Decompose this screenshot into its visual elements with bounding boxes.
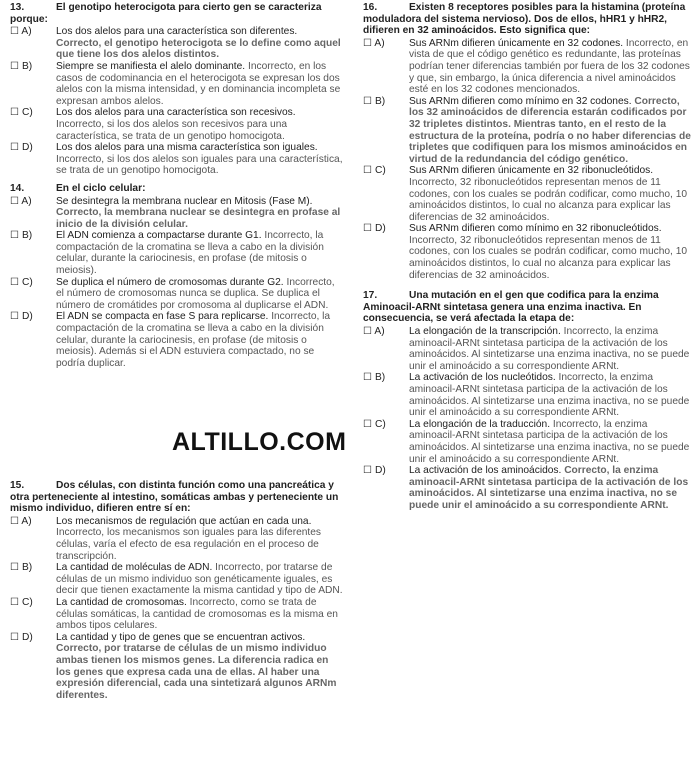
option-body [409,419,693,465]
incorrect-explanation: Incorrecto, la enzima aminoacil-ARNt sintetasa participa de la activación de los aminoácidos. Al sintetizarse una enzima inactiva, no se puede unir el aminoácido a su correspondiente ARNt. [409,372,690,419]
answer-option[interactable] [363,465,693,511]
option-text: Sus ARNm difieren únicamente en 32 codones. [409,37,624,49]
question-text: Existen 8 receptores posibles para la histamina (proteína moduladora del sistema nervioso). Dos de ellos, hHR1 y hHR2, difieren en 32 aminoácidos. Esto significa que: [363,2,686,37]
option-text: La elongación de la transcripción. [409,326,561,338]
incorrect-explanation: Incorrecto, en vista de que el código genético es redundante, las proteínas podrían tener diferencias también por fuera de los 32 codones y que, sin embargo, la única diferencia a nivel aminoácidos esté en los 32 codones mencionados. [409,37,690,96]
incorrect-explanation: Incorrecto, la enzima aminoacil-ARNt sintetasa participa de la activación de los aminoácidos. Al sintetizarse una enzima inactiva, no se puede unir el aminoácido a su correspondiente ARNt. [409,326,690,372]
option-body [56,26,344,61]
option-body [56,230,344,276]
answer-option[interactable] [363,38,693,96]
correct-explanation: Correcto, la membrana nuclear se desintegra en profase al inicio de la división celular. [56,207,341,230]
answer-option[interactable] [10,142,344,177]
question-15 [10,480,344,701]
option-text: El ADN se compacta en fase S para replicarse. [56,311,269,323]
answer-option[interactable] [363,165,693,223]
answer-option[interactable] [363,223,693,281]
answer-option[interactable] [10,562,344,597]
option-body [409,372,693,418]
question-16 [363,2,693,281]
option-body [409,326,693,372]
option-checkbox-label[interactable]: ☐ A) [10,26,32,38]
option-checkbox-label[interactable]: ☐ A) [10,515,32,527]
question-heading [363,290,693,325]
option-body [409,165,693,223]
option-checkbox-label[interactable]: ☐ A) [363,326,385,338]
answer-option[interactable] [10,311,344,369]
option-checkbox-label[interactable]: ☐ D) [10,311,33,323]
option-checkbox-label[interactable]: ☐ C) [10,107,33,119]
option-body [56,597,344,632]
option-checkbox-label[interactable]: ☐ D) [10,142,33,154]
option-body [409,465,693,511]
option-checkbox-label[interactable]: ☐ B) [10,60,33,72]
option-text: La cantidad de moléculas de ADN. [56,562,213,574]
question-number: 13. [10,2,25,13]
option-checkbox-label[interactable]: ☐ C) [363,418,386,430]
option-body [56,632,344,702]
question-heading [363,2,693,37]
question-number: 15. [10,480,25,491]
question-text: Dos células, con distinta función como una pancreática y otra perteneciente al intestino, somáticas ambas y perteneciente un mismo individuo, difieren entre sí en: [10,480,339,515]
answer-option[interactable] [10,107,344,142]
answer-option[interactable] [10,277,344,312]
option-text: Sus ARNm difieren como mínimo en 32 codones. [409,95,632,107]
question-text: Una mutación en el gen que codifica para la enzima Aminoacil-ARNt sintetasa genera una enzima inactiva. En consecuencia, se verá afectada la etapa de: [363,290,659,325]
question-14 [10,183,344,370]
option-text: La cantidad de cromosomas. [56,596,187,608]
option-checkbox-label[interactable]: ☐ C) [363,165,386,177]
option-text: Sus ARNm difieren como mínimo en 32 ribonucleótidos. [409,223,662,235]
option-body [56,196,344,231]
left-column-bottom [10,480,344,701]
option-body [56,107,344,142]
option-text: Se desintegra la membrana nuclear en Mitosis (Fase M). [56,195,313,207]
incorrect-explanation: Incorrecto, 32 ribonucleótidos representan menos de 11 codones, con los cuales se podrán codificar, como mucho, 10 aminoácidos distintos, lo cual no alcanza para explicar las diferencias de 32 aminoácidos. [409,234,688,281]
watermark: ALTILLO.COM [172,428,347,456]
option-body [56,562,344,597]
incorrect-explanation: Incorrecto, la compactación de la cromatina se lleva a cabo en la división celular, durante la cariocinesis, en profase (de mitosis o meiosis). [56,230,324,277]
option-checkbox-label[interactable]: ☐ C) [10,276,33,288]
option-body [56,277,344,312]
incorrect-explanation: Incorrecto, 32 ribonucleótidos representan menos de 11 codones, con los cuales se podrán codificar, como mucho, 10 aminoácidos distintos, lo cual no alcanza para explicar las diferencias de 32 aminoácidos. [409,176,688,223]
option-text: Se duplica el número de cromosomas durante G2. [56,276,284,288]
answer-option[interactable] [363,96,693,166]
answer-option[interactable] [10,61,344,107]
correct-explanation: Correcto, por tratarse de células de un mismo individuo ambas tienen los mismos genes. La diferencia radica en los genes que expresa cada una de ellas. Al haber una expresión diferencial, cada una sintetizará algunos ARNm diferentes. [56,643,337,701]
option-text: La activación de los nucleótidos. [409,372,556,384]
answer-option[interactable] [10,26,344,61]
option-body [409,38,693,96]
answer-option[interactable] [10,597,344,632]
question-number: 14. [10,182,25,194]
correct-explanation: Correcto, los 32 aminoácidos de diferencia estarán codificados por 32 tripletes distintos. Mientras tanto, en el resto de la estructura de la proteína, podría o no haber diferencias de tripletes que codifiquen para los mismos aminoácidos en virtud de la redundancia del código genético. [409,95,691,165]
question-text: El genotipo heterocigota para cierto gen se caracteriza porque: [10,2,322,25]
incorrect-explanation: Incorrecto, en los casos de codominancia en el heterocigota se expresan los dos alelos con la misma intensidad, y en dominancia incompleta se expresan ambos alelos. [56,60,341,107]
incorrect-explanation: Incorrecto, el número de cromosomas nunca se duplica. Se duplica el número de cromátides por cromosoma al duplicarse el ADN. [56,276,335,311]
answer-option[interactable] [10,196,344,231]
incorrect-explanation: Incorrecto, por tratarse de células de un mismo individuo son genéticamente iguales, es decir que tienen exactamente la misma cantidad y tipo de ADN. [56,562,343,597]
option-body [409,223,693,281]
left-column [10,2,344,369]
answer-option[interactable] [10,230,344,276]
option-text: Los dos alelos para una misma característica son iguales. [56,142,318,154]
answer-option[interactable] [363,326,693,372]
option-checkbox-label[interactable]: ☐ D) [10,631,33,643]
option-checkbox-label[interactable]: ☐ B) [363,372,386,384]
option-checkbox-label[interactable]: ☐ B) [363,95,386,107]
incorrect-explanation: Incorrecto, la enzima aminoacil-ARNt sintetasa participa de la activación de los aminoácidos. Al sintetizarse una enzima inactiva, no se puede unir el aminoácido a su correspondiente ARNt. [409,418,690,465]
incorrect-explanation: Incorrecto, como se trata de células somáticas, la cantidad de cromosomas es la misma en ambos tipos celulares. [56,596,338,632]
option-text: La elongación de la traducción. [409,418,551,430]
right-column [363,2,693,512]
answer-option[interactable] [10,516,344,562]
option-checkbox-label[interactable]: ☐ A) [10,195,32,207]
question-text: En el ciclo celular: [56,182,146,194]
option-body [56,311,344,369]
question-heading [10,183,344,195]
option-text: La activación de los aminoácidos. [409,465,562,477]
question-17 [363,290,693,511]
option-body [56,516,344,562]
correct-explanation: Correcto, la enzima aminoacil-ARNt sintetasa participa de la activación de los aminoácidos. Al sintetizarse una enzima inactiva, no se puede unir el aminoácido a su correspondiente ARNt. [409,465,689,511]
incorrect-explanation: Incorrecto, los mecanismos son iguales para las diferentes células, varía el efecto de esa regulación en el proceso de transcripción. [56,527,322,562]
question-number: 16. [363,2,378,13]
option-checkbox-label[interactable]: ☐ A) [363,37,385,49]
option-text: El ADN comienza a compactarse durante G1. [56,230,262,242]
option-checkbox-label[interactable]: ☐ B) [10,230,33,242]
incorrect-explanation: Incorrecto, si los dos alelos son recesivos para una característica, se trata de un genotipo homocigota. [56,118,288,142]
question-number: 17. [363,290,378,302]
option-text: Los dos alelos para una característica son recesivos. [56,107,296,119]
option-text: Siempre se manifiesta el alelo dominante. [56,60,246,72]
option-text: Los mecanismos de regulación que actúan en cada una. [56,515,312,527]
option-text: Los dos alelos para una característica son diferentes. [56,26,298,38]
question-heading [10,2,344,25]
incorrect-explanation: Incorrecto, si los dos alelos son iguales para una característica, se trata de un genotipo homocigota. [56,153,343,177]
answer-option[interactable] [10,632,344,702]
answer-option[interactable] [363,419,693,465]
option-body [56,61,344,107]
incorrect-explanation: Incorrecto, la compactación de la cromatina se lleva a cabo en la división celular, durante la cariocinesis, en profase (de mitosis o meiosis). Además si el ADN estuviera compactado, no se podría duplicar. [56,311,331,369]
option-text: La cantidad y tipo de genes que se encuentran activos. [56,631,306,643]
option-body [56,142,344,177]
option-checkbox-label[interactable]: ☐ D) [363,223,386,235]
answer-option[interactable] [363,372,693,418]
option-checkbox-label[interactable]: ☐ D) [363,465,386,477]
option-body [409,96,693,166]
correct-explanation: Correcto, el genotipo heterocigota se lo define como aquel que tiene los dos alelos distintos. [56,37,341,61]
option-checkbox-label[interactable]: ☐ B) [10,562,33,574]
option-text: Sus ARNm difieren únicamente en 32 ribonucleótidos. [409,165,654,177]
question-heading [10,480,344,515]
question-13 [10,2,344,177]
option-checkbox-label[interactable]: ☐ C) [10,596,33,608]
